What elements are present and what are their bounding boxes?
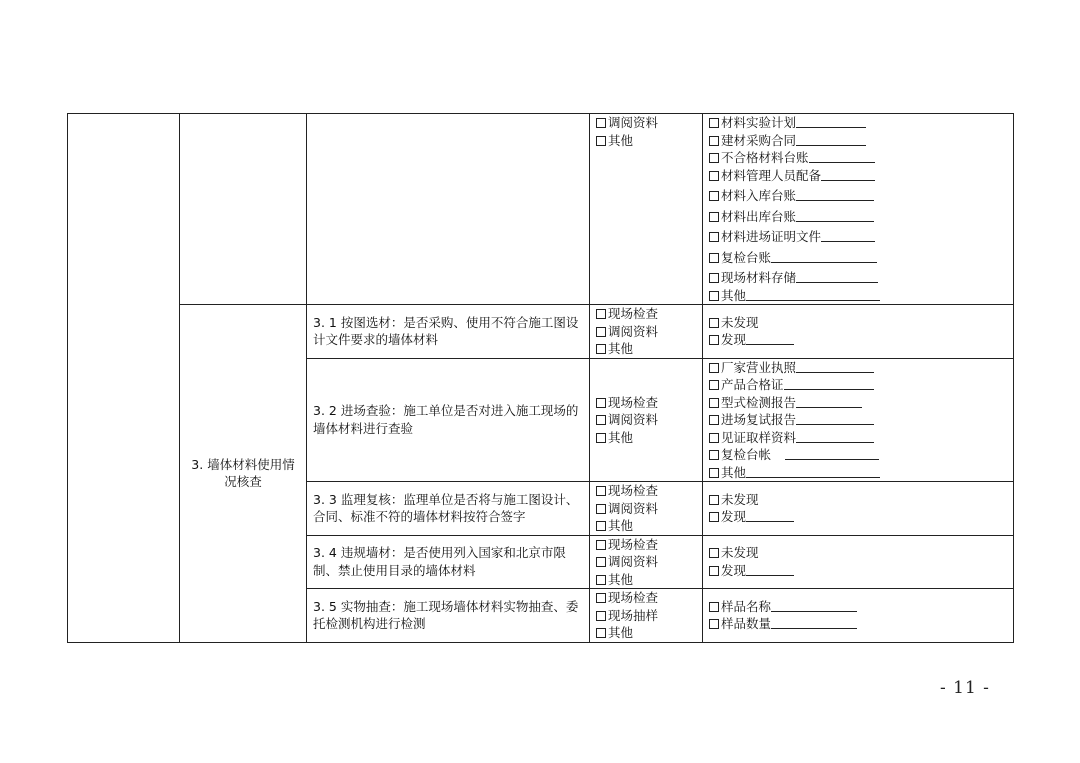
method-option[interactable]: 现场检查 (596, 589, 696, 607)
checkbox-icon[interactable] (709, 118, 719, 128)
fill-line[interactable] (821, 230, 875, 242)
checkbox-icon[interactable] (596, 309, 606, 319)
result-option[interactable]: 产品合格证 (709, 376, 1007, 394)
table-row (68, 114, 1014, 305)
standard-text: 3. 4 违规墙材：是否使用列入国家和北京市限制、禁止使用目录的墙体材料 (313, 545, 566, 578)
result-option[interactable]: 材料出库台账 (709, 208, 1007, 226)
checkbox-icon[interactable] (596, 344, 606, 354)
result-option[interactable]: 建材采购合同 (709, 132, 1007, 150)
checkbox-icon[interactable] (596, 557, 606, 567)
item-cell (180, 305, 307, 643)
result-option[interactable]: 复检台帐 (709, 446, 1007, 464)
result-option[interactable]: 复检台账 (709, 249, 1007, 267)
page-number: - 11 - (940, 678, 990, 698)
fill-line[interactable] (771, 617, 857, 629)
checkbox-icon[interactable] (709, 398, 719, 408)
checkbox-icon[interactable] (596, 611, 606, 621)
item-cell (180, 114, 307, 305)
checkbox-icon[interactable] (709, 468, 719, 478)
result-cell (703, 535, 1014, 589)
result-option[interactable]: 材料进场证明文件 (709, 228, 1007, 246)
result-option[interactable]: 型式检测报告 (709, 394, 1007, 412)
fill-line[interactable] (746, 510, 794, 522)
method-cell (590, 535, 703, 589)
fill-line[interactable] (784, 378, 874, 390)
fill-line[interactable] (771, 600, 857, 612)
checkbox-icon[interactable] (596, 628, 606, 638)
fill-line[interactable] (746, 564, 794, 576)
method-option[interactable]: 调阅资料 (596, 323, 696, 341)
checkbox-icon[interactable] (596, 433, 606, 443)
fill-line[interactable] (796, 431, 874, 443)
result-option[interactable]: 未发现 (709, 314, 1007, 332)
checkbox-icon[interactable] (596, 398, 606, 408)
checkbox-icon[interactable] (709, 512, 719, 522)
fill-line[interactable] (796, 361, 874, 373)
method-option[interactable]: 其他 (596, 624, 696, 642)
checkbox-icon[interactable] (709, 171, 719, 181)
method-option[interactable]: 调阅资料 (596, 553, 696, 571)
method-cell (590, 114, 703, 305)
fill-line[interactable] (746, 333, 794, 345)
inspection-table (67, 113, 1014, 643)
method-option[interactable]: 其他 (596, 132, 696, 150)
result-cell (703, 358, 1014, 482)
fill-line[interactable] (796, 271, 878, 283)
standard-cell (307, 305, 590, 359)
method-option[interactable]: 调阅资料 (596, 114, 696, 132)
standard-cell (307, 482, 590, 536)
checkbox-icon[interactable] (709, 253, 719, 263)
checkbox-icon[interactable] (709, 335, 719, 345)
method-cell (590, 482, 703, 536)
standard-text: 3. 3 监理复核：监理单位是否将与施工图设计、合同、标准不符的墙体材料按符合签字 (313, 491, 579, 525)
result-cell (703, 305, 1014, 359)
checkbox-icon[interactable] (709, 548, 719, 558)
result-cell (703, 482, 1014, 536)
result-option[interactable]: 发现 (709, 562, 1007, 580)
fill-line[interactable] (796, 134, 866, 146)
method-cell (590, 589, 703, 643)
result-option[interactable]: 样品数量 (709, 615, 1007, 633)
checkbox-icon[interactable] (709, 136, 719, 146)
checkbox-icon[interactable] (709, 318, 719, 328)
fill-line[interactable] (771, 251, 877, 263)
fill-line[interactable] (796, 413, 874, 425)
result-option[interactable]: 发现 (709, 508, 1007, 526)
checkbox-icon[interactable] (596, 504, 606, 514)
checkbox-icon[interactable] (709, 191, 719, 201)
checkbox-icon[interactable] (709, 291, 719, 301)
checkbox-icon[interactable] (596, 136, 606, 146)
method-option[interactable]: 现场检查 (596, 536, 696, 554)
fill-line[interactable] (746, 289, 880, 301)
standard-cell (307, 114, 590, 305)
table-row (68, 305, 1014, 359)
checkbox-icon[interactable] (709, 495, 719, 505)
method-cell (590, 358, 703, 482)
checkbox-icon[interactable] (596, 593, 606, 603)
checkbox-icon[interactable] (596, 486, 606, 496)
item-title: 3. 墙体材料使用情况核查 (191, 456, 295, 490)
checkbox-icon[interactable] (709, 619, 719, 629)
method-option[interactable]: 其他 (596, 517, 696, 535)
checkbox-icon[interactable] (596, 415, 606, 425)
result-cell (703, 114, 1014, 305)
result-option[interactable]: 不合格材料台账 (709, 149, 1007, 167)
method-option[interactable]: 其他 (596, 340, 696, 358)
method-cell (590, 305, 703, 359)
result-option[interactable]: 材料管理人员配备 (709, 167, 1007, 185)
standard-text: 3. 5 实物抽查：施工现场墙体材料实物抽查、委托检测机构进行检测 (313, 598, 579, 632)
method-option[interactable]: 现场检查 (596, 305, 696, 323)
fill-line[interactable] (746, 466, 880, 478)
checkbox-icon[interactable] (709, 450, 719, 460)
result-cell (703, 589, 1014, 643)
checkbox-icon[interactable] (596, 575, 606, 585)
method-option[interactable]: 调阅资料 (596, 411, 696, 429)
standard-cell (307, 358, 590, 482)
standard-text: 3. 2 进场查验：施工单位是否对进入施工现场的墙体材料进行查验 (313, 403, 579, 436)
category-cell (68, 114, 180, 643)
result-option[interactable]: 样品名称 (709, 598, 1007, 616)
method-option[interactable]: 其他 (596, 429, 696, 447)
checkbox-icon[interactable] (596, 521, 606, 531)
standard-cell (307, 535, 590, 589)
result-option[interactable]: 材料入库台账 (709, 187, 1007, 205)
fill-line[interactable] (796, 210, 874, 222)
result-option[interactable]: 见证取样资料 (709, 429, 1007, 447)
result-option[interactable]: 进场复试报告 (709, 411, 1007, 429)
checkbox-icon[interactable] (709, 415, 719, 425)
result-option[interactable]: 其他 (709, 464, 1007, 482)
checkbox-icon[interactable] (596, 327, 606, 337)
checkbox-icon[interactable] (709, 363, 719, 373)
checkbox-icon[interactable] (709, 380, 719, 390)
result-option[interactable]: 材料实验计划 (709, 114, 1007, 132)
checkbox-icon[interactable] (709, 602, 719, 612)
standard-text: 3. 1 按图选材：是否采购、使用不符合施工图设计文件要求的墙体材料 (313, 314, 579, 348)
checkbox-icon[interactable] (709, 153, 719, 163)
checkbox-icon[interactable] (709, 232, 719, 242)
method-option[interactable]: 现场抽样 (596, 607, 696, 625)
standard-cell (307, 589, 590, 643)
checkbox-icon[interactable] (596, 540, 606, 550)
method-option[interactable]: 现场检查 (596, 394, 696, 412)
result-option[interactable]: 发现 (709, 331, 1007, 349)
checkbox-icon[interactable] (709, 212, 719, 222)
result-option[interactable]: 其他 (709, 287, 1007, 305)
fill-line[interactable] (796, 396, 862, 408)
result-option[interactable]: 未发现 (709, 544, 1007, 562)
result-option[interactable]: 未发现 (709, 491, 1007, 509)
result-option[interactable]: 现场材料存储 (709, 269, 1007, 287)
checkbox-icon[interactable] (709, 566, 719, 576)
method-option[interactable]: 调阅资料 (596, 500, 696, 518)
checkbox-icon[interactable] (596, 118, 606, 128)
checkbox-icon[interactable] (709, 433, 719, 443)
fill-line[interactable] (796, 189, 874, 201)
method-option[interactable]: 现场检查 (596, 482, 696, 500)
method-option[interactable]: 其他 (596, 571, 696, 589)
result-option[interactable]: 厂家营业执照 (709, 359, 1007, 377)
fill-line[interactable] (785, 448, 879, 460)
fill-line[interactable] (809, 151, 875, 163)
checkbox-icon[interactable] (709, 273, 719, 283)
fill-line[interactable] (821, 169, 875, 181)
fill-line[interactable] (796, 116, 866, 128)
